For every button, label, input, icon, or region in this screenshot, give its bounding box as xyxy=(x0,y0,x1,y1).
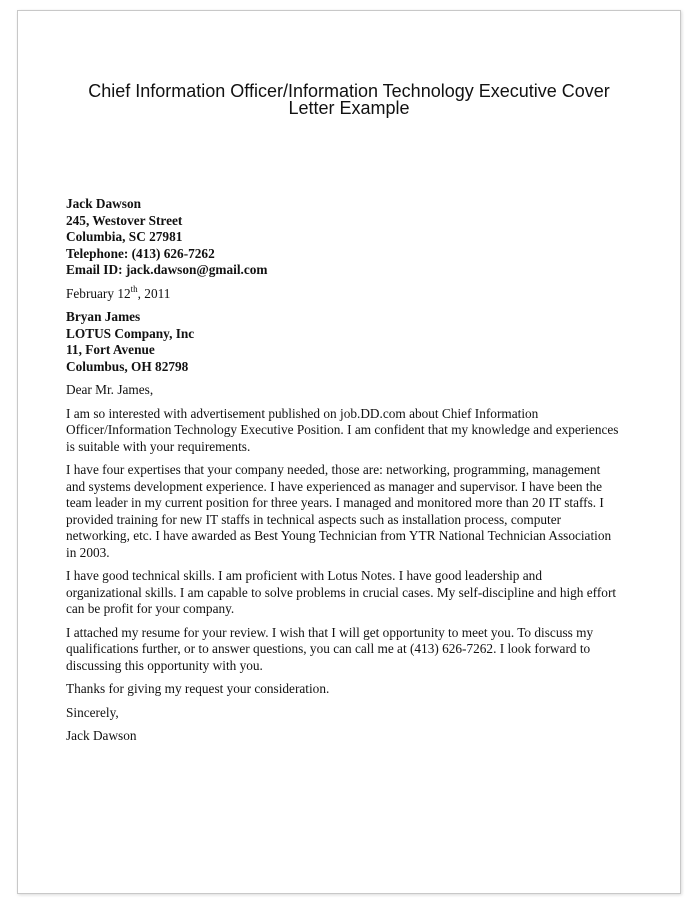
paragraph-line: provided training for new IT staffs in technical aspects such as installation process, computer xyxy=(66,511,562,527)
sender-telephone: Telephone: (413) 626-7262 xyxy=(66,245,215,261)
body-paragraph-4 xyxy=(66,625,641,675)
body-paragraph-5 xyxy=(66,681,641,698)
date-year: , 2011 xyxy=(137,285,171,301)
paragraph-line: and systems development experience. I have experienced as manager and supervisor. I have been the xyxy=(66,478,603,494)
sender-email: Email ID: jack.dawson@gmail.com xyxy=(66,262,268,277)
paragraph-line: Officer/Information Technology Executive Position. I am confident that my knowledge and experiences xyxy=(66,422,619,437)
sender-city: Columbia, SC 27981 xyxy=(66,229,183,244)
title-line-1: Chief Information Officer/Information Technology Executive Cover xyxy=(88,81,610,101)
body-paragraph-2 xyxy=(66,462,641,561)
paragraph-line: organizational skills. I am capable to solve problems in crucial cases. My self-discipline and high effort xyxy=(66,584,617,600)
recipient-city: Columbus, OH 82798 xyxy=(66,358,189,374)
paragraph-line: discussing this opportunity with you. xyxy=(66,657,263,673)
date-ordinal-suffix: th xyxy=(130,283,138,294)
paragraph-line: Thanks for giving my request your consideration. xyxy=(66,681,330,696)
signature-name: Jack Dawson xyxy=(66,728,137,743)
paragraph-line: in 2003. xyxy=(66,544,110,560)
paragraph-line: I attached my resume for your review. I wish that I will get opportunity to meet you. To discuss my xyxy=(66,624,594,640)
document-title xyxy=(48,83,650,116)
paragraph-line: I am so interested with advertisement published on job.DD.com about Chief Information xyxy=(66,405,539,421)
letter-date xyxy=(66,283,641,303)
paragraph-line: I have good technical skills. I am proficient with Lotus Notes. I have good leadership and xyxy=(66,568,542,583)
closing: Sincerely, xyxy=(66,704,119,720)
paragraph-line: can be profit for your company. xyxy=(66,601,235,616)
body-paragraph-1 xyxy=(66,406,641,456)
recipient-street: 11, Fort Avenue xyxy=(66,342,155,357)
paragraph-line: qualifications further, or to answer questions, you can call me at (413) 626-7262. I look forward to xyxy=(66,641,591,656)
sender-name: Jack Dawson xyxy=(66,196,141,211)
paragraph-line: networking, etc. I have awarded as Best Young Technician from YTR National Technician Association xyxy=(66,528,612,543)
title-line-2: Letter Example xyxy=(288,97,410,118)
date-prefix: February 12 xyxy=(66,285,131,301)
letter-body xyxy=(66,196,641,745)
sender-address-block xyxy=(66,196,641,279)
paragraph-line: team leader in my current position for three years. I managed and monitored more than 20 IT staffs. I xyxy=(66,495,604,510)
recipient-name: Bryan James xyxy=(66,309,141,324)
paragraph-line: I have four expertises that your company needed, those are: networking, programming, management xyxy=(66,462,601,477)
sender-street: 245, Westover Street xyxy=(66,212,183,228)
salutation: Dear Mr. James, xyxy=(66,382,154,397)
recipient-company: LOTUS Company, Inc xyxy=(66,325,195,341)
recipient-address-block xyxy=(66,309,641,375)
paragraph-line: is suitable with your requirements. xyxy=(66,438,251,454)
body-paragraph-3 xyxy=(66,568,641,618)
